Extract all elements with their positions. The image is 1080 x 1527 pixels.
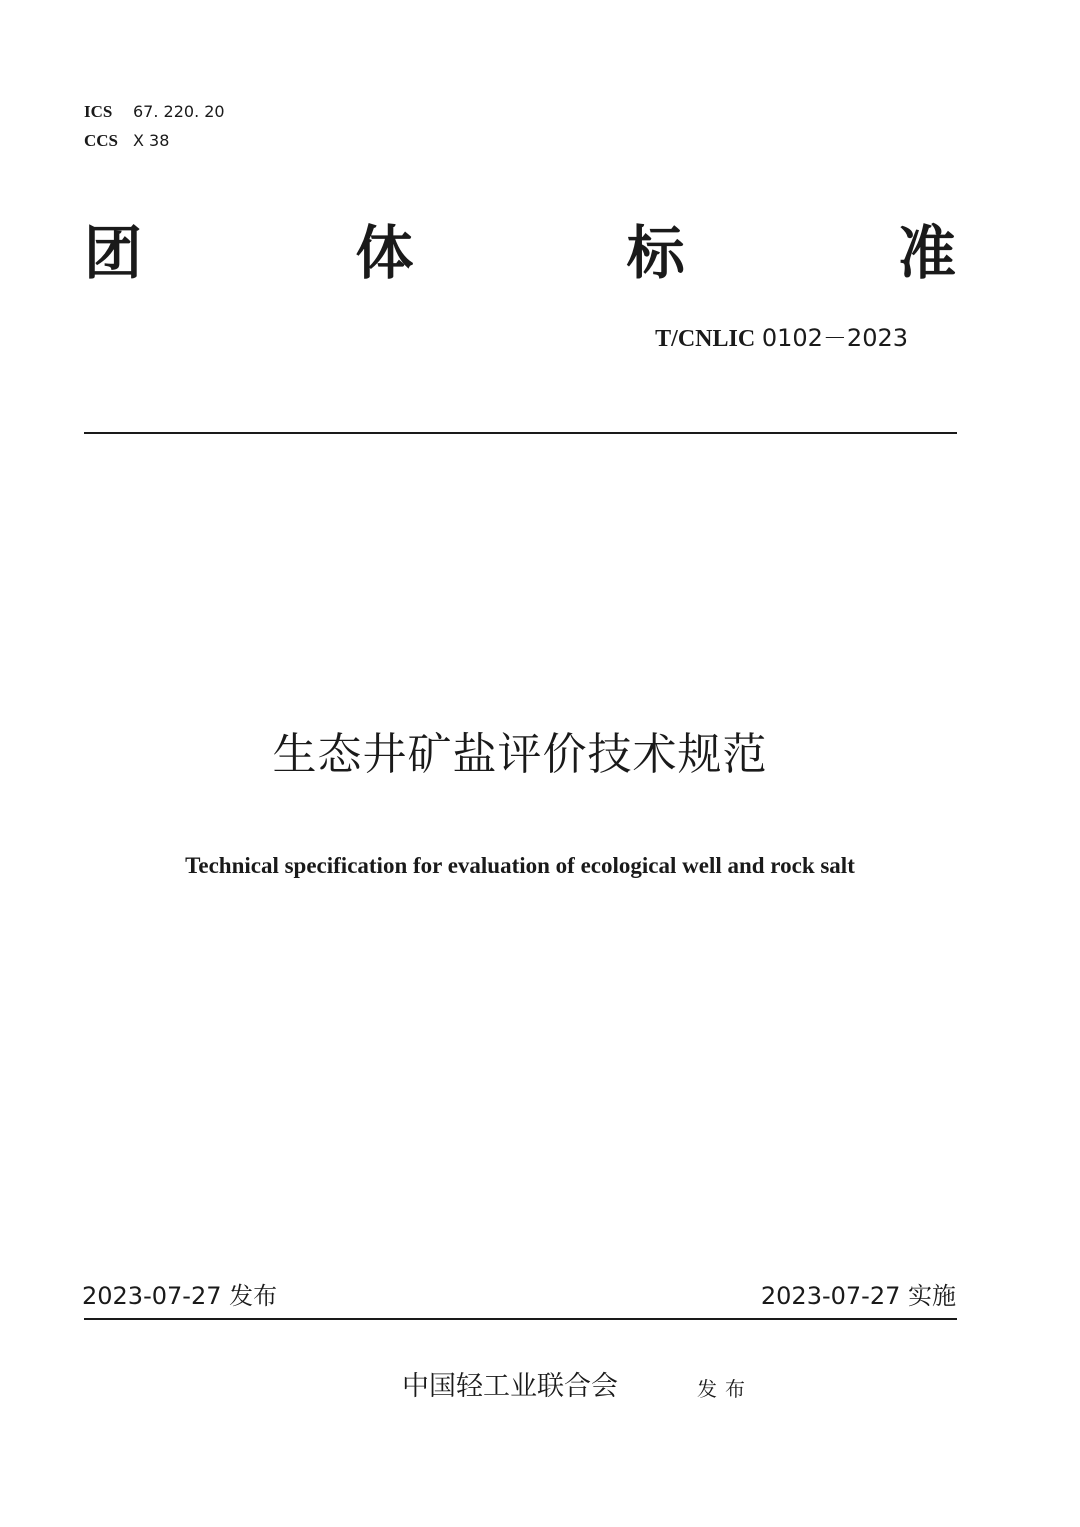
bottom-divider xyxy=(84,1318,957,1320)
standard-type-heading xyxy=(84,218,956,288)
top-divider xyxy=(84,432,957,434)
ics-label: ICS xyxy=(84,102,113,121)
standard-type-char-2: 体 xyxy=(355,219,414,287)
publisher-name: 中国轻工业联合会 xyxy=(402,1371,618,1402)
standard-type-char-3: 标 xyxy=(626,219,685,287)
standard-type-char-1: 团 xyxy=(84,219,143,287)
ccs-row xyxy=(84,126,225,155)
publish-label: 发布 xyxy=(697,1377,753,1401)
classification-codes xyxy=(84,97,225,155)
standard-number xyxy=(655,318,908,353)
implementation-date: 2023-07-27 实施 xyxy=(760,1282,956,1310)
ics-row xyxy=(84,97,225,126)
document-title-en: Technical specification for evaluation of ecological well and rock salt xyxy=(185,853,855,878)
ics-value: 67. 220. 20 xyxy=(133,102,225,121)
standard-type-char-4: 准 xyxy=(897,219,956,287)
ccs-value: X 38 xyxy=(133,131,170,150)
standard-number-code: 0102－2023 xyxy=(761,324,908,352)
document-title-cn: 生态井矿盐评价技术规范 xyxy=(272,729,768,780)
issue-date: 2023-07-27 发布 xyxy=(82,1282,278,1310)
standard-number-prefix: T/CNLIC xyxy=(655,326,756,352)
ccs-label: CCS xyxy=(84,131,119,150)
